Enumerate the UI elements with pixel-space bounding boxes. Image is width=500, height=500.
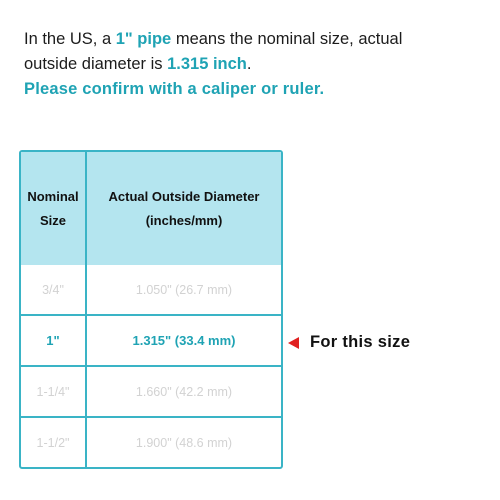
intro-text-segment: outside diameter is [24, 55, 168, 73]
size-table [19, 150, 283, 469]
table-row [21, 367, 281, 418]
actual-cell: 1.315" (33.4 mm) [87, 316, 281, 367]
table-row [21, 265, 281, 316]
nominal-cell: 1" [21, 316, 87, 367]
intro-text [24, 27, 494, 102]
actual-cell: 1.900" (48.6 mm) [135, 435, 233, 450]
nominal-cell: 1-1/2" [21, 418, 87, 467]
nominal-cell: 3/4" [21, 265, 87, 316]
header-actual-diameter [87, 152, 281, 265]
intro-text-segment: means the nominal size, actual [171, 30, 403, 48]
table-row [21, 418, 281, 467]
header-nominal-line-1: Nominal [27, 188, 79, 204]
actual-cell: 1.050" (26.7 mm) [87, 265, 281, 316]
intro-text-segment: In the US, a [24, 30, 116, 48]
header-nominal-size [21, 152, 87, 265]
nominal-cell: 1-1/4" [21, 367, 87, 418]
header-actual-line-2: (inches/mm) [145, 212, 223, 228]
header-actual-line-1: Actual Outside Diameter [108, 188, 260, 204]
left-pointing-triangle-icon [288, 337, 299, 349]
intro-text-segment: . [246, 55, 252, 73]
actual-cell: 1.660" (42.2 mm) [87, 367, 281, 418]
nominal-size-highlight: 1" pipe [115, 30, 172, 48]
size-callout [288, 333, 410, 352]
header-nominal-line-2: Size [39, 212, 66, 228]
table-row-selected [21, 316, 281, 367]
confirm-note: Please confirm with a caliper or ruler. [24, 80, 325, 98]
intro-line-1 [24, 27, 494, 52]
table-header-row [21, 152, 281, 265]
actual-diameter-highlight: 1.315 inch [167, 55, 247, 73]
callout-label: For this size [310, 333, 411, 351]
intro-line-2 [24, 52, 494, 77]
